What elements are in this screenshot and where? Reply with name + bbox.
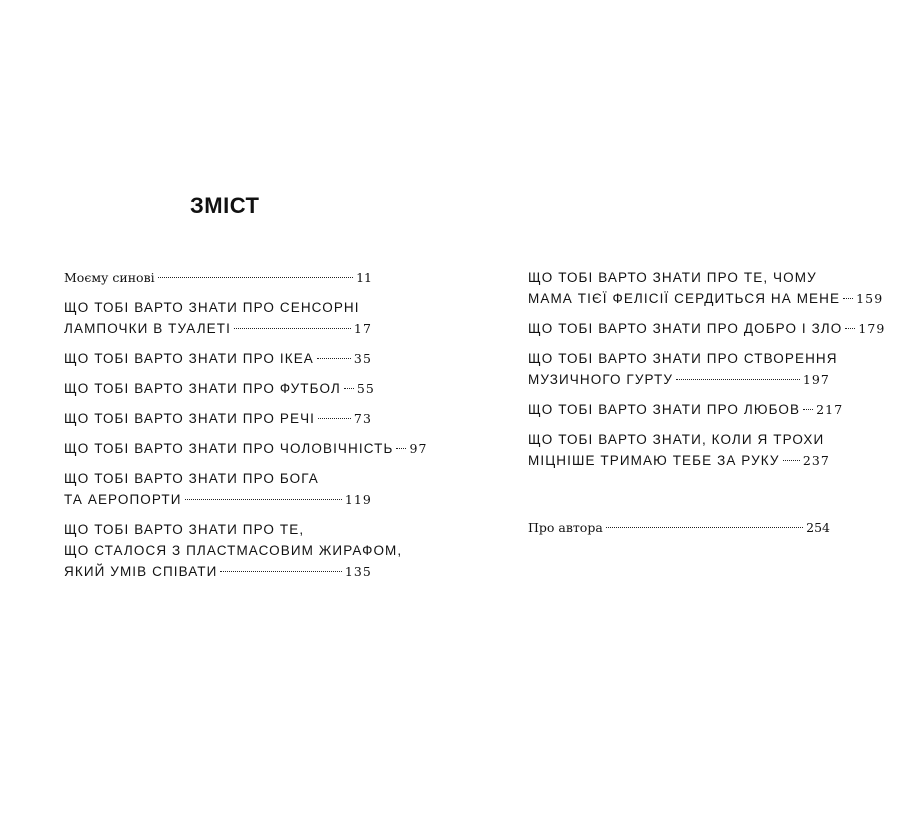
toc-entry-page-number: 11 <box>356 270 372 285</box>
toc-entry-title-line: ЩО ТОБІ ВАРТО ЗНАТИ ПРО ЛЮБОВ <box>528 402 801 417</box>
right-page <box>450 0 900 817</box>
toc-entry-page-number: 135 <box>344 564 372 579</box>
toc-entry <box>528 348 838 390</box>
toc-entry-last-line <box>528 318 886 339</box>
toc-entry-title-line: ЩО ТОБІ ВАРТО ЗНАТИ ПРО ТЕ, <box>64 522 305 537</box>
toc-entry-title-line: ЩО ТОБІ ВАРТО ЗНАТИ ПРО ІКЕА <box>64 351 314 366</box>
toc-entry <box>528 429 830 471</box>
toc-entry-page-number: 217 <box>816 402 844 417</box>
toc-entry-page-number: 254 <box>806 520 830 535</box>
toc-entry <box>64 297 372 339</box>
toc-entry-last-line <box>64 561 372 582</box>
toc-entry-title-line: ЩО ТОБІ ВАРТО ЗНАТИ ПРО ЧОЛОВІЧНІСТЬ <box>64 441 394 456</box>
dot-leader <box>843 298 853 299</box>
toc-entry-last-line <box>528 517 830 538</box>
dot-leader <box>845 328 855 329</box>
toc-entry-title-line: ЩО ТОБІ ВАРТО ЗНАТИ ПРО ФУТБОЛ <box>64 381 341 396</box>
toc-entry-title-line: МІЦНІШЕ ТРИМАЮ ТЕБЕ ЗА РУКУ <box>528 453 780 468</box>
toc-entry <box>64 348 372 369</box>
toc-entry-title-line: ЩО ТОБІ ВАРТО ЗНАТИ ПРО РЕЧІ <box>64 411 316 426</box>
toc-entry-title-line: ЩО ТОБІ ВАРТО ЗНАТИ ПРО ТЕ, ЧОМУ <box>528 270 817 285</box>
toc-entry-last-line <box>64 438 428 459</box>
toc-entry-title-line: МУЗИЧНОГО ГУРТУ <box>528 372 674 387</box>
toc-entry-title-line: ЩО ТОБІ ВАРТО ЗНАТИ ПРО СТВОРЕННЯ <box>528 351 838 366</box>
dot-leader <box>158 277 353 278</box>
dot-leader <box>783 460 800 461</box>
toc-entry-last-line <box>64 489 372 510</box>
toc-entry-last-line <box>528 288 884 309</box>
toc-entry-title-line: ЩО ТОБІ ВАРТО ЗНАТИ, КОЛИ Я ТРОХИ <box>528 432 825 447</box>
dot-leader <box>803 409 813 410</box>
toc-entry-title-line: ЩО ТОБІ ВАРТО ЗНАТИ ПРО СЕНСОРНІ <box>64 300 360 315</box>
dot-leader <box>185 499 342 500</box>
toc-entry-title-line: Про автора <box>528 520 603 535</box>
toc-entry-title-line: Моєму синові <box>64 270 155 285</box>
toc-entry-last-line <box>64 378 375 399</box>
toc-entry-title-line: ЛАМПОЧКИ В ТУАЛЕТІ <box>64 321 231 336</box>
toc-entry-last-line <box>64 348 372 369</box>
toc-entry-page-number: 197 <box>802 372 830 387</box>
dot-leader <box>344 388 354 389</box>
toc-entry-page-number: 35 <box>353 351 372 366</box>
toc-entry <box>528 517 830 538</box>
toc-entry <box>528 267 884 309</box>
toc-entry-page-number: 55 <box>356 381 375 396</box>
toc-entry <box>64 408 372 429</box>
dot-leader <box>234 328 351 329</box>
toc-entry-page-number: 97 <box>409 441 428 456</box>
toc-entry-last-line <box>64 408 372 429</box>
toc-entry-title-line: ЯКИЙ УМІВ СПІВАТИ <box>64 564 218 579</box>
toc-entry-title-line: ЩО ТОБІ ВАРТО ЗНАТИ ПРО ДОБРО І ЗЛО <box>528 321 843 336</box>
toc-title: ЗМІСТ <box>190 193 260 218</box>
toc-entry-page-number: 119 <box>344 492 372 507</box>
toc-entry-title-line: ЩО СТАЛОСЯ З ПЛАСТМАСОВИМ ЖИРАФОМ, <box>64 543 403 558</box>
dot-leader <box>606 527 803 528</box>
toc-entry <box>528 399 844 420</box>
toc-entry-page-number: 237 <box>802 453 830 468</box>
toc-entry <box>64 378 375 399</box>
toc-entry-title-line: МАМА ТІЄЇ ФЕЛІСІЇ СЕРДИТЬСЯ НА МЕНЕ <box>528 291 841 306</box>
toc-entry <box>64 468 372 510</box>
toc-entry-page-number: 73 <box>353 411 372 426</box>
dot-leader <box>396 448 406 449</box>
toc-entry-last-line <box>528 450 830 471</box>
toc-entry-title-line: ТА АЕРОПОРТИ <box>64 492 182 507</box>
toc-entry <box>64 438 428 459</box>
toc-list-right <box>528 267 886 547</box>
toc-entry-page-number: 159 <box>856 291 884 306</box>
toc-entry <box>64 267 372 288</box>
toc-entry <box>64 519 403 582</box>
toc-entry-last-line <box>528 399 844 420</box>
toc-entry-title-line: ЩО ТОБІ ВАРТО ЗНАТИ ПРО БОГА <box>64 471 319 486</box>
dot-leader <box>317 358 351 359</box>
toc-entry <box>528 318 886 339</box>
dot-leader <box>676 379 800 380</box>
toc-entry-page-number: 17 <box>353 321 372 336</box>
toc-entry-page-number: 179 <box>858 321 886 336</box>
dot-leader <box>318 418 351 419</box>
toc-entry-last-line <box>528 369 830 390</box>
dot-leader <box>220 571 341 572</box>
toc-list-left <box>64 267 428 591</box>
toc-entry-last-line <box>64 267 372 288</box>
toc-entry-last-line <box>64 318 372 339</box>
